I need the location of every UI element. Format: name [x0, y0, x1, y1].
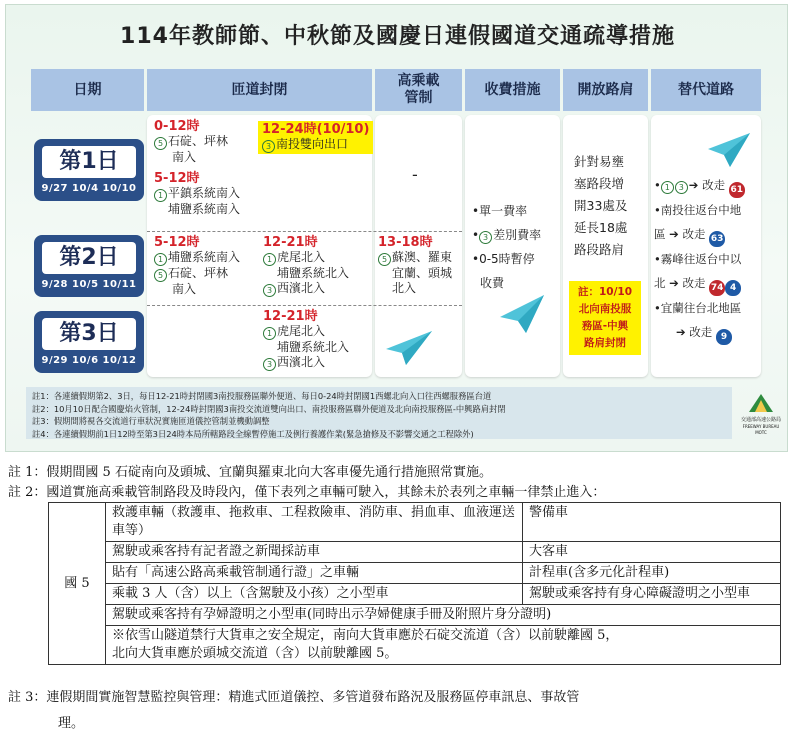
footnote-3-cont: 理。	[58, 716, 85, 731]
table-route: 國 5	[49, 503, 106, 665]
row-divider	[147, 305, 462, 306]
day-3-label: 第3日	[42, 318, 136, 350]
table-cell: 乘載 3 人（含）以上（含駕駛及小孩）之小型車	[106, 584, 523, 605]
table-cell: 貼有「高速公路高乘載管制通行證」之車輛	[106, 563, 523, 584]
ramp-day1-a: 0-12時 5 石碇、坪林 南入	[154, 119, 229, 164]
hov-day2: 13-18時 5 蘇澳、羅東 宜蘭、頭城 北入	[378, 235, 453, 295]
ramp-day2-a: 5-12時 1 埔鹽系統南入 5 石碇、坪林 南入	[154, 235, 241, 296]
alt-route-4: •宜蘭往台北地區	[654, 301, 742, 315]
paper-plane-icon	[384, 327, 434, 367]
hov-day1-none: -	[412, 165, 418, 184]
toll-measures: •單一費率 • 3 差別費率 •0-5時暫停 收費	[472, 204, 542, 290]
bureau-logo: 交通部高速公路局 FREEWAY BUREAU MOTC	[738, 393, 784, 436]
table-cell: 大客車	[523, 542, 781, 563]
shoulder-text: 針對易壅 塞路段增 開33處及 延長18處 路段路肩	[574, 154, 628, 257]
table-cell: 駕駛或乘客持有記者證之新聞採訪車	[106, 542, 523, 563]
ramp-day1-c: 5-12時 1 平鎮系統南入 埔鹽系統南入	[154, 171, 241, 216]
bureau-logo-icon	[748, 393, 774, 413]
infographic-poster	[5, 4, 788, 452]
header-hov-line2: 管制	[404, 90, 433, 106]
header-alt-route: 替代道路	[651, 69, 761, 111]
row-divider	[147, 231, 462, 232]
table-cell: 警備車	[523, 503, 781, 542]
ramp-day3: 12-21時 1 虎尾北入 埔鹽系統北入 3 西濱北入	[263, 309, 350, 369]
table-cell: 駕駛或乘客持有孕婦證明之小型車(同時出示孕婦健康手冊及附照片身分證明)	[106, 605, 781, 626]
day-2-dates: 9/28 10/5 10/11	[41, 279, 137, 290]
header-date: 日期	[31, 69, 144, 111]
alt-route-1: • 1 3 ➔ 改走 61	[654, 173, 745, 198]
alt-route-3: •霧峰往返台中以	[654, 252, 742, 266]
table-cell: 計程車(含多元化計程車)	[523, 563, 781, 584]
table-cell: ※依雪山隧道禁行大貨車之安全規定，南向大貨車應於石碇交流道（含）以前駛離國 5， 北向大貨車應於頭城交流道（含）以前駛離國 5。	[106, 626, 781, 665]
footnote-1: 註 1：假期間國 5 石碇南向及頭城、宜蘭與羅東北向大客車優先通行措施照常實施。	[8, 465, 492, 480]
day-2-box	[34, 235, 144, 297]
day-1-dates: 9/27 10/4 10/10	[41, 183, 137, 194]
day-3-dates: 9/29 10/6 10/12	[41, 355, 137, 366]
alt-routes: • 1 3 ➔ 改走 61 •南投往返台中地 區 ➔ 改走 63 •霧峰往返台中以 北 ➔ 改走 74 4 •宜蘭往台北地區 ➔ 改走 9	[654, 173, 745, 345]
notes-strip: 註1：各連續假期第2、3日，每日12-21時封閉國3南投服務區聯外便道、每日0-24時封閉國1西螺北向入口往西螺服務區台道 註2：10月10日配合國慶焰火管制，12-24時封閉國3南投交流道雙向出口、南投服務區聯外便道及北向南投服務區-中興路肩封閉 註3：假期間將視各交流道行車狀況實施匝道儀控管制並機動調整 註4：各連續假期前1日12時至第3日24時本局所轄路段全線暫停施工及例行養護作業(緊急搶修及不影響交通之工程除外)	[26, 387, 732, 439]
poster-title: 114年教師節、中秋節及國慶日連假國道交通疏導措施	[120, 24, 675, 49]
ramp-day1-b: 12-24時(10/10) 3 南投雙向出口	[258, 121, 373, 154]
header-shoulder: 開放路肩	[563, 69, 648, 111]
header-toll: 收費措施	[465, 69, 560, 111]
paper-plane-icon	[706, 129, 752, 169]
header-ramp: 匝道封閉	[147, 69, 372, 111]
day-3-box	[34, 311, 144, 373]
table-cell: 駕駛或乘客持有身心障礙證明之小型車	[523, 584, 781, 605]
footnote-3: 註 3：連假期間實施智慧監控與管理：精進式匝道儀控、多管道發布路況及服務區停車訊息、事故管	[8, 690, 580, 705]
day-1-box	[34, 139, 144, 201]
header-hov-line1: 高乘載	[397, 73, 440, 89]
paper-plane-icon	[498, 291, 546, 335]
table-cell: 救護車輛（救護車、拖救車、工程救險車、消防車、捐血車、血液運送車等）	[106, 503, 523, 542]
ramp-day2-b: 12-21時 1 虎尾北入 埔鹽系統北入 3 西濱北入	[263, 235, 350, 295]
footnote-2: 註 2：國道實施高乘載管制路段及時段內，僅下表列之車輛可駛入，其餘未於表列之車輛一律禁止進入：	[8, 485, 606, 500]
day-2-label: 第2日	[42, 242, 136, 274]
header-hov	[375, 69, 462, 111]
hov-vehicle-table	[48, 502, 781, 665]
shoulder-note: 註：10/10 北向南投服 務區-中興 路肩封閉	[569, 281, 641, 355]
day-1-label: 第1日	[42, 146, 136, 178]
alt-route-2: •南投往返台中地	[654, 203, 742, 217]
